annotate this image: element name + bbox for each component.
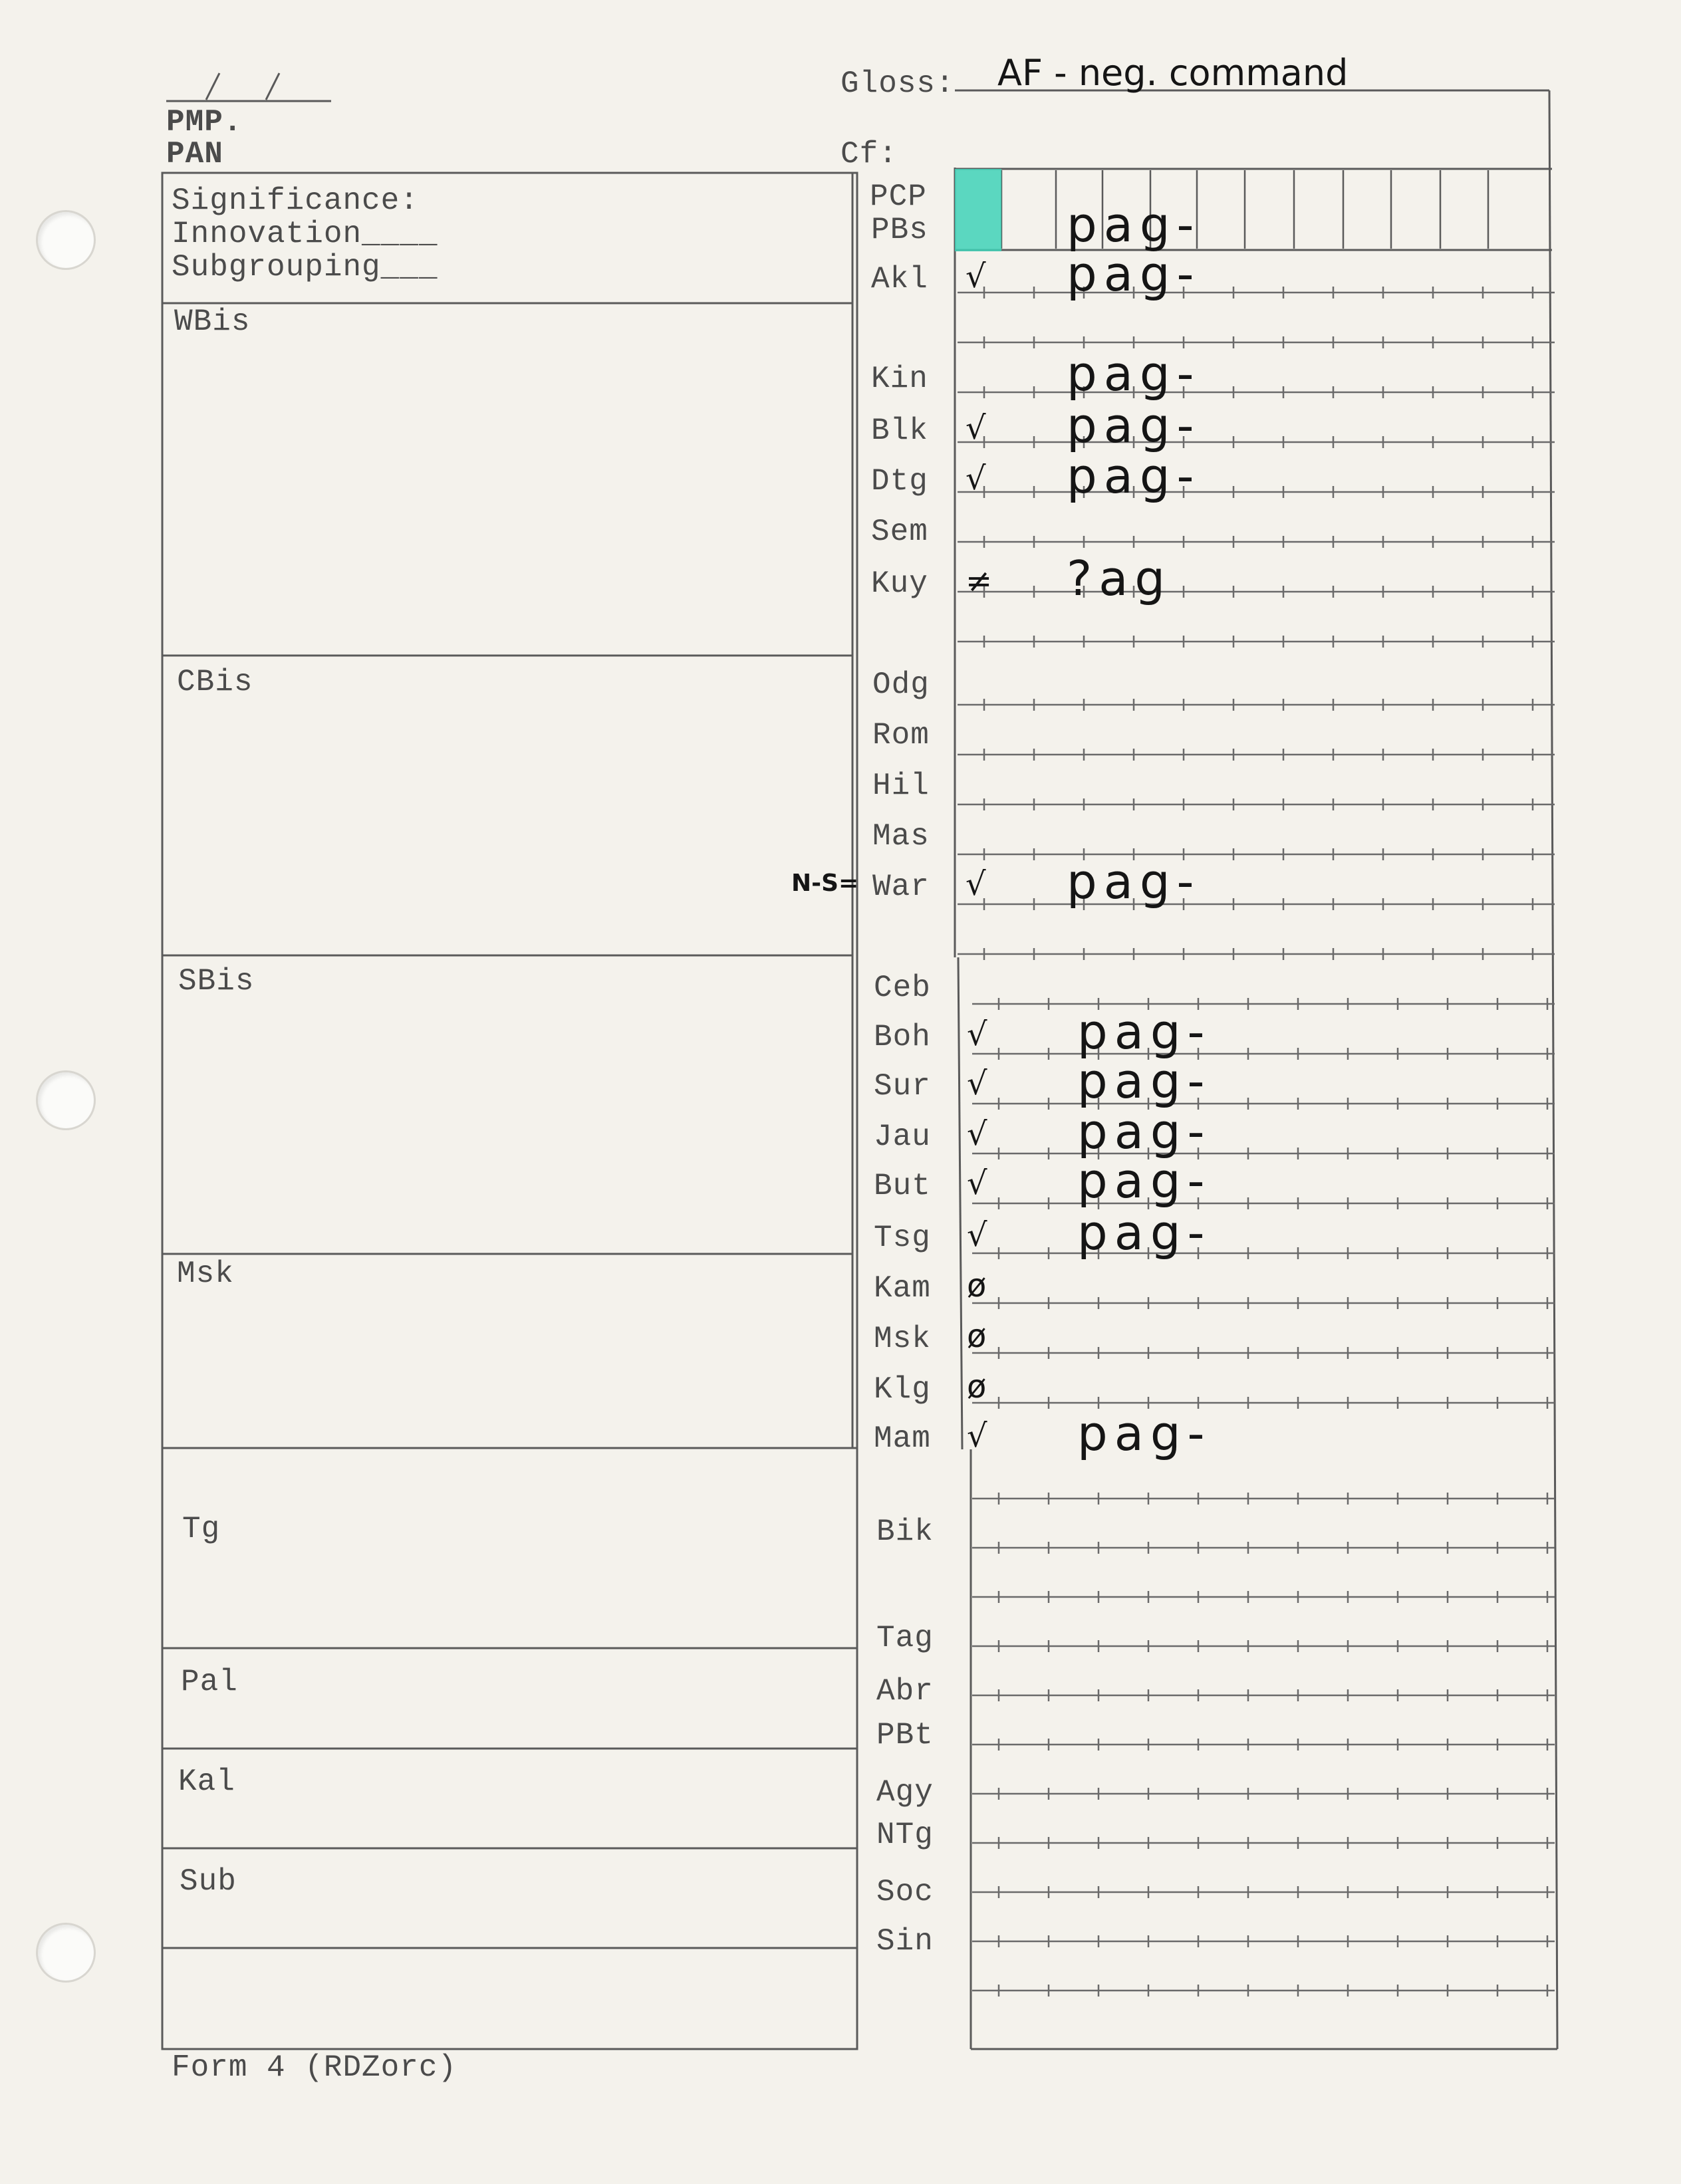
- language-code-soc: Soc: [876, 1875, 934, 1909]
- language-mark-akl: √: [966, 258, 986, 295]
- section-label-cbis: CBis: [177, 665, 253, 699]
- language-code-war: War: [872, 870, 930, 904]
- language-form-pbs: pag-: [1067, 197, 1201, 253]
- language-code-akl: Akl: [871, 262, 928, 297]
- language-code-sur: Sur: [874, 1069, 931, 1104]
- language-code-mam: Mam: [874, 1421, 931, 1456]
- language-code-ceb: Ceb: [874, 971, 931, 1005]
- language-form-dtg: pag-: [1067, 448, 1201, 504]
- section-label-kal: Kal: [178, 1764, 235, 1799]
- language-code-but: But: [874, 1169, 931, 1203]
- language-form-boh: pag-: [1077, 1004, 1212, 1060]
- war-note: N-S=: [791, 870, 859, 897]
- language-form-war: pag-: [1067, 854, 1201, 910]
- language-code-abr: Abr: [876, 1674, 934, 1709]
- pan-label: PAN: [166, 137, 223, 172]
- language-form-tsg: pag-: [1077, 1205, 1212, 1261]
- language-code-tag: Tag: [876, 1621, 934, 1655]
- cf-label: Cf:: [841, 137, 898, 172]
- language-code-sem: Sem: [871, 515, 928, 549]
- language-mark-tsg: √: [967, 1217, 987, 1254]
- section-label-pal: Pal: [181, 1665, 238, 1699]
- language-form-sur: pag-: [1077, 1053, 1212, 1109]
- innovation-text: Innovation: [172, 217, 362, 251]
- language-code-blk: Blk: [871, 414, 928, 448]
- language-mark-war: √: [966, 866, 986, 903]
- significance-title: Significance:: [172, 183, 419, 218]
- language-form-mam: pag-: [1077, 1405, 1212, 1461]
- subgrouping-text: Subgrouping: [172, 250, 381, 285]
- language-code-sin: Sin: [876, 1924, 934, 1959]
- language-form-jau: pag-: [1077, 1104, 1212, 1159]
- section-label-msk: Msk: [177, 1257, 234, 1291]
- section-label-sub: Sub: [180, 1864, 237, 1899]
- language-form-but: pag-: [1077, 1153, 1212, 1209]
- language-code-bik: Bik: [876, 1515, 934, 1549]
- pmp-label: PMP.: [166, 105, 243, 140]
- language-code-odg: Odg: [872, 667, 930, 702]
- language-mark-but: √: [967, 1165, 987, 1202]
- language-form-blk: pag-: [1067, 398, 1201, 453]
- subgrouping-label: Subgrouping___: [172, 250, 438, 285]
- section-label-wbis: WBis: [174, 304, 251, 339]
- language-mark-jau: √: [967, 1116, 987, 1153]
- language-code-pbs: PBs: [871, 213, 928, 247]
- gloss-label: Gloss:: [841, 66, 955, 101]
- language-mark-klg: ø: [967, 1368, 987, 1405]
- language-mark-msk: ø: [967, 1318, 987, 1355]
- language-code-dtg: Dtg: [871, 464, 928, 499]
- form-footer: Form 4 (RDZorc): [172, 2050, 457, 2085]
- language-mark-boh: √: [967, 1016, 987, 1053]
- language-code-ntg: NTg: [876, 1818, 934, 1852]
- language-code-hil: Hil: [872, 769, 930, 803]
- highlight-marker: [955, 169, 1001, 251]
- language-code-klg: Klg: [874, 1372, 931, 1407]
- language-mark-kam: ø: [967, 1267, 987, 1304]
- section-label-sbis: SBis: [178, 964, 255, 999]
- language-form-kuy: ?ag: [1067, 550, 1172, 606]
- language-code-rom: Rom: [872, 718, 930, 753]
- language-form-akl: pag-: [1067, 246, 1201, 302]
- language-mark-kuy: ≠: [966, 562, 993, 600]
- section-label-tg: Tg: [182, 1512, 221, 1546]
- language-mark-dtg: √: [966, 460, 986, 497]
- language-code-tsg: Tsg: [874, 1221, 931, 1255]
- gloss-value: AF - neg. command: [997, 52, 1349, 94]
- language-code-msk: Msk: [874, 1322, 931, 1356]
- language-mark-sur: √: [967, 1065, 987, 1102]
- language-code-agy: Agy: [876, 1775, 934, 1810]
- language-code-pcp: PCP: [870, 180, 927, 214]
- language-code-jau: Jau: [874, 1120, 931, 1154]
- language-code-boh: Boh: [874, 1020, 931, 1054]
- innovation-label: Innovation____: [172, 217, 438, 251]
- language-mark-mam: √: [967, 1417, 987, 1455]
- language-code-pbt: PBt: [876, 1718, 934, 1753]
- language-mark-blk: √: [966, 410, 986, 447]
- language-code-kin: Kin: [871, 362, 928, 396]
- language-code-kuy: Kuy: [871, 566, 928, 601]
- language-form-kin: pag-: [1067, 346, 1201, 402]
- language-code-kam: Kam: [874, 1271, 931, 1306]
- language-code-mas: Mas: [872, 819, 930, 854]
